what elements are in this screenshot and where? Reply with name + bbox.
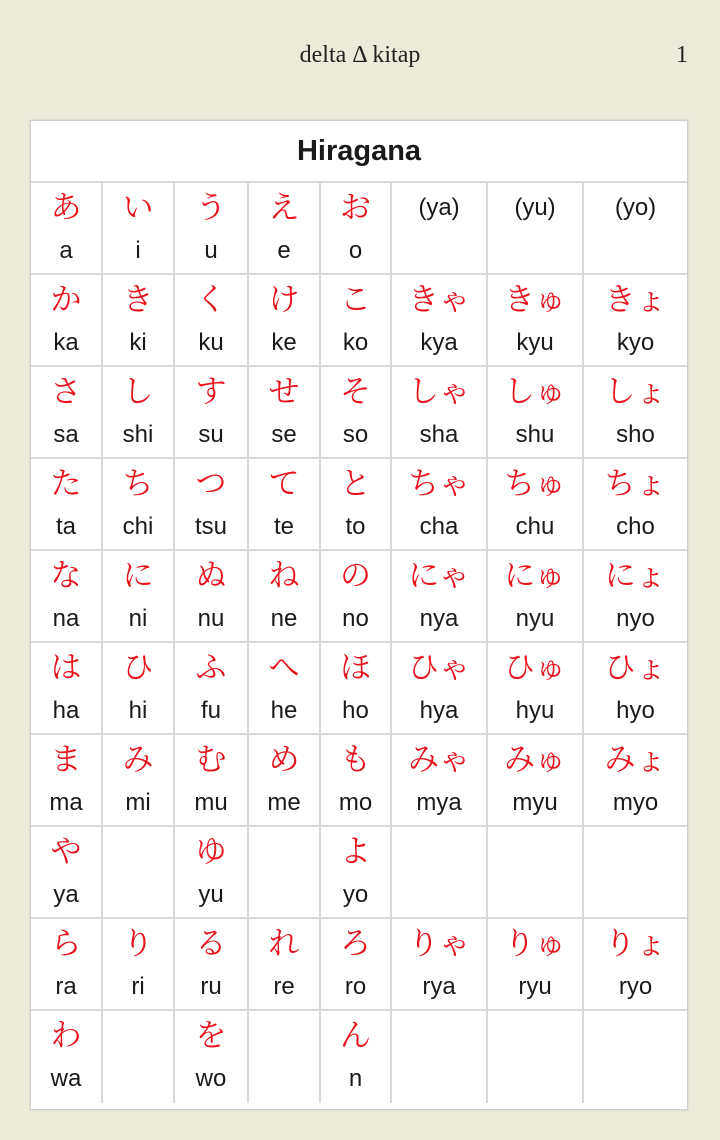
kana-cell	[103, 367, 175, 459]
romaji-label: ya	[53, 881, 79, 908]
kana-character: お	[340, 190, 371, 226]
kana-character: ね	[268, 558, 300, 594]
kana-character	[249, 1011, 319, 1061]
kana-cell	[392, 367, 488, 459]
romaji-label: he	[270, 697, 298, 724]
romaji-label: re	[273, 973, 295, 1000]
romaji-label: se	[271, 421, 297, 448]
kana-character: にゅ	[504, 558, 566, 594]
kana-character: に	[122, 558, 154, 594]
kana-character: こ	[340, 282, 371, 318]
romaji-label: ku	[198, 329, 224, 356]
kana-character: ひ	[122, 650, 154, 686]
romaji-label	[103, 877, 173, 915]
kana-character: ま	[50, 742, 82, 778]
romaji-label: sho	[616, 421, 655, 448]
kana-character: ふ	[195, 650, 227, 686]
romaji-label: ke	[271, 329, 297, 356]
kana-character: り	[122, 926, 154, 962]
kana-cell	[249, 643, 321, 735]
kana-character: き	[122, 282, 154, 318]
romaji-label: nyo	[616, 605, 655, 632]
kana-cell	[31, 735, 103, 827]
kana-character: よ	[340, 834, 371, 870]
romaji-label	[584, 1061, 687, 1099]
kana-cell	[31, 275, 103, 367]
romaji-label	[249, 1061, 319, 1099]
kana-character: りゃ	[408, 926, 470, 962]
kana-cell	[321, 735, 392, 827]
kana-character: む	[195, 742, 227, 778]
kana-cell	[103, 551, 175, 643]
kana-cell	[103, 183, 175, 275]
kana-cell	[249, 551, 321, 643]
kana-character	[103, 1011, 173, 1061]
kana-cell	[175, 367, 249, 459]
kana-cell	[31, 551, 103, 643]
kana-cell	[249, 919, 321, 1011]
kana-character: ひゃ	[408, 650, 470, 686]
kana-character: ちゃ	[408, 466, 470, 502]
kana-character: め	[268, 742, 300, 778]
romaji-label: ra	[55, 973, 77, 1000]
kana-cell	[175, 1011, 249, 1103]
romaji-label: mo	[338, 789, 373, 816]
kana-cell	[249, 735, 321, 827]
kana-character: み	[122, 742, 154, 778]
kana-character: し	[122, 374, 154, 410]
romaji-label: myu	[512, 789, 558, 816]
romaji-label: nu	[197, 605, 225, 632]
romaji-label: mya	[416, 789, 462, 816]
romaji-label: ro	[344, 973, 367, 1000]
romaji-label: a	[59, 237, 73, 264]
kana-character: せ	[268, 374, 300, 410]
kana-cell	[175, 459, 249, 551]
romaji-label	[584, 877, 687, 915]
romaji-label: kya	[420, 329, 458, 356]
kana-character: ひょ	[604, 650, 667, 686]
kana-cell	[584, 643, 687, 735]
kana-character: け	[268, 282, 300, 318]
kana-cell	[103, 459, 175, 551]
kana-character: う	[195, 190, 227, 226]
kana-cell	[392, 275, 488, 367]
romaji-label: myo	[612, 789, 659, 816]
kana-cell	[488, 1011, 584, 1103]
kana-cell	[31, 367, 103, 459]
kana-character: や	[50, 834, 82, 870]
column-header-label: (yo)	[614, 194, 657, 221]
kana-character: みょ	[604, 742, 667, 778]
kana-cell	[584, 367, 687, 459]
romaji-label: rya	[422, 973, 456, 1000]
romaji-label: ma	[49, 789, 83, 816]
kana-cell	[488, 735, 584, 827]
romaji-label: i	[135, 237, 141, 264]
kana-character: りょ	[604, 926, 667, 962]
romaji-label: yo	[342, 881, 369, 908]
kana-character: きゃ	[408, 282, 470, 318]
page-number: 1	[676, 42, 688, 68]
romaji-label: ru	[200, 973, 222, 1000]
kana-cell	[103, 1011, 175, 1103]
romaji-label	[392, 1061, 486, 1099]
kana-character: か	[50, 282, 82, 318]
kana-cell	[31, 1011, 103, 1103]
kana-cell	[321, 1011, 392, 1103]
kana-character: みゃ	[408, 742, 470, 778]
romaji-label: hya	[419, 697, 459, 724]
kana-cell	[321, 275, 392, 367]
kana-character: は	[50, 650, 82, 686]
kana-character: しゃ	[408, 374, 470, 410]
kana-cell	[488, 459, 584, 551]
romaji-label: sha	[419, 421, 459, 448]
romaji-label: ko	[342, 329, 369, 356]
kana-character: ん	[340, 1018, 371, 1054]
romaji-label: ta	[55, 513, 76, 540]
romaji-label: ni	[128, 605, 148, 632]
kana-character	[392, 1011, 486, 1061]
kana-cell	[321, 459, 392, 551]
kana-character: え	[268, 190, 300, 226]
kana-cell	[175, 735, 249, 827]
kana-character: しゅ	[504, 374, 566, 410]
romaji-label: ne	[270, 605, 298, 632]
romaji-label: no	[342, 605, 369, 632]
romaji-label: hyu	[515, 697, 555, 724]
kana-character: を	[195, 1018, 227, 1054]
kana-character: きゅ	[504, 282, 566, 318]
romaji-label: e	[277, 237, 291, 264]
kana-character: そ	[340, 374, 371, 410]
kana-character	[392, 827, 486, 877]
kana-character	[488, 1011, 582, 1061]
romaji-label: mu	[194, 789, 228, 816]
romaji-label: sa	[53, 421, 79, 448]
kana-cell	[321, 183, 392, 275]
kana-character: りゅ	[504, 926, 566, 962]
kana-cell	[175, 551, 249, 643]
kana-cell	[249, 459, 321, 551]
kana-character: わ	[50, 1018, 82, 1054]
page-header	[0, 0, 720, 110]
kana-cell	[392, 183, 488, 275]
romaji-label	[488, 1061, 582, 1099]
kana-cell	[584, 275, 687, 367]
kana-cell	[584, 551, 687, 643]
romaji-label: ho	[342, 697, 369, 724]
romaji-label: wa	[50, 1065, 82, 1092]
kana-character	[103, 827, 173, 877]
romaji-label: to	[345, 513, 366, 540]
romaji-label: cha	[419, 513, 459, 540]
romaji-label: kyo	[616, 329, 655, 356]
kana-character: ちゅ	[504, 466, 566, 502]
romaji-label: ka	[53, 329, 79, 356]
hiragana-chart	[30, 120, 688, 1110]
romaji-label: me	[267, 789, 301, 816]
kana-cell	[321, 367, 392, 459]
kana-cell	[31, 919, 103, 1011]
kana-character: た	[50, 466, 82, 502]
kana-cell	[103, 919, 175, 1011]
romaji-label: na	[52, 605, 80, 632]
kana-cell	[175, 643, 249, 735]
kana-character: さ	[50, 374, 82, 410]
romaji-label: fu	[200, 697, 221, 724]
romaji-label: hi	[128, 697, 148, 724]
kana-cell	[488, 183, 584, 275]
kana-character: な	[50, 558, 82, 594]
kana-character: ちょ	[604, 466, 667, 502]
kana-cell	[31, 643, 103, 735]
kana-cell	[488, 827, 584, 919]
kana-cell	[584, 735, 687, 827]
kana-cell	[488, 643, 584, 735]
kana-cell	[584, 183, 687, 275]
romaji-label: nya	[419, 605, 459, 632]
column-header-label: (yu)	[514, 194, 556, 221]
kana-character: ら	[50, 926, 82, 962]
kana-character: みゅ	[504, 742, 566, 778]
kana-cell	[488, 551, 584, 643]
romaji-label: shi	[122, 421, 154, 448]
kana-cell	[31, 459, 103, 551]
romaji-label: u	[204, 237, 218, 264]
kana-cell	[31, 183, 103, 275]
kana-character: にょ	[604, 558, 667, 594]
kana-cell	[103, 275, 175, 367]
kana-cell	[488, 919, 584, 1011]
romaji-label: su	[198, 421, 224, 448]
romaji-label: chi	[122, 513, 154, 540]
romaji-label	[392, 233, 486, 271]
romaji-label	[103, 1061, 173, 1099]
kana-cell	[321, 551, 392, 643]
kana-cell	[175, 183, 249, 275]
kana-cell	[175, 919, 249, 1011]
kana-character: る	[195, 926, 227, 962]
kana-cell	[103, 735, 175, 827]
kana-character	[249, 827, 319, 877]
kana-character: あ	[50, 190, 82, 226]
kana-cell	[392, 643, 488, 735]
kana-character: れ	[268, 926, 300, 962]
kana-cell	[103, 643, 175, 735]
kana-cell	[488, 367, 584, 459]
romaji-label: mi	[125, 789, 151, 816]
romaji-label: te	[273, 513, 294, 540]
kana-character	[584, 827, 687, 877]
kana-character: きょ	[604, 282, 667, 318]
kana-character: ち	[122, 466, 154, 502]
chart-title: Hiragana	[31, 121, 687, 183]
kana-character: ひゅ	[504, 650, 566, 686]
kana-cell	[175, 827, 249, 919]
book-brand: delta Δ kitap	[299, 42, 421, 68]
romaji-label: chu	[515, 513, 555, 540]
romaji-label: ryo	[618, 973, 653, 1000]
kana-character: ほ	[340, 650, 371, 686]
romaji-label: so	[342, 421, 369, 448]
kana-character: も	[340, 742, 371, 778]
kana-cell	[584, 827, 687, 919]
romaji-label: tsu	[194, 513, 227, 540]
romaji-label: ri	[131, 973, 145, 1000]
kana-cell	[392, 827, 488, 919]
romaji-label: n	[348, 1065, 363, 1092]
kana-cell	[249, 275, 321, 367]
romaji-label	[392, 877, 486, 915]
kana-cell	[584, 459, 687, 551]
kana-cell	[392, 1011, 488, 1103]
romaji-label	[249, 877, 319, 915]
kana-cell	[488, 275, 584, 367]
kana-cell	[321, 827, 392, 919]
romaji-label: hyo	[616, 697, 655, 724]
kana-character: す	[195, 374, 227, 410]
kana-cell	[584, 919, 687, 1011]
kana-cell	[249, 1011, 321, 1103]
kana-character: い	[122, 190, 154, 226]
romaji-label	[584, 233, 687, 271]
romaji-label: ha	[52, 697, 80, 724]
kana-cell	[249, 367, 321, 459]
kana-character: にゃ	[408, 558, 470, 594]
kana-cell	[392, 735, 488, 827]
romaji-label: ki	[129, 329, 147, 356]
romaji-label	[488, 877, 582, 915]
kana-character: て	[268, 466, 300, 502]
romaji-label: cho	[616, 513, 655, 540]
kana-grid	[31, 183, 687, 1103]
romaji-label: ryu	[518, 973, 552, 1000]
kana-cell	[392, 551, 488, 643]
kana-cell	[175, 275, 249, 367]
kana-character	[584, 1011, 687, 1061]
kana-character: く	[195, 282, 227, 318]
kana-cell	[31, 827, 103, 919]
kana-character: ろ	[340, 926, 371, 962]
kana-cell	[321, 643, 392, 735]
kana-character: ゆ	[195, 834, 227, 870]
kana-character: しょ	[604, 374, 667, 410]
kana-character	[488, 827, 582, 877]
kana-cell	[392, 919, 488, 1011]
column-header-label: (ya)	[418, 194, 460, 221]
romaji-label: wo	[195, 1065, 227, 1092]
kana-character: へ	[268, 650, 300, 686]
kana-character: の	[340, 558, 371, 594]
kana-character: ぬ	[195, 558, 227, 594]
romaji-label: yu	[198, 881, 224, 908]
romaji-label: kyu	[516, 329, 554, 356]
romaji-label: nyu	[515, 605, 555, 632]
romaji-label	[488, 233, 582, 271]
kana-cell	[249, 827, 321, 919]
kana-cell	[321, 919, 392, 1011]
romaji-label: o	[348, 237, 363, 264]
kana-character: つ	[195, 466, 227, 502]
kana-cell	[392, 459, 488, 551]
kana-character: と	[340, 466, 371, 502]
kana-cell	[584, 1011, 687, 1103]
kana-cell	[249, 183, 321, 275]
romaji-label: shu	[515, 421, 555, 448]
kana-cell	[103, 827, 175, 919]
